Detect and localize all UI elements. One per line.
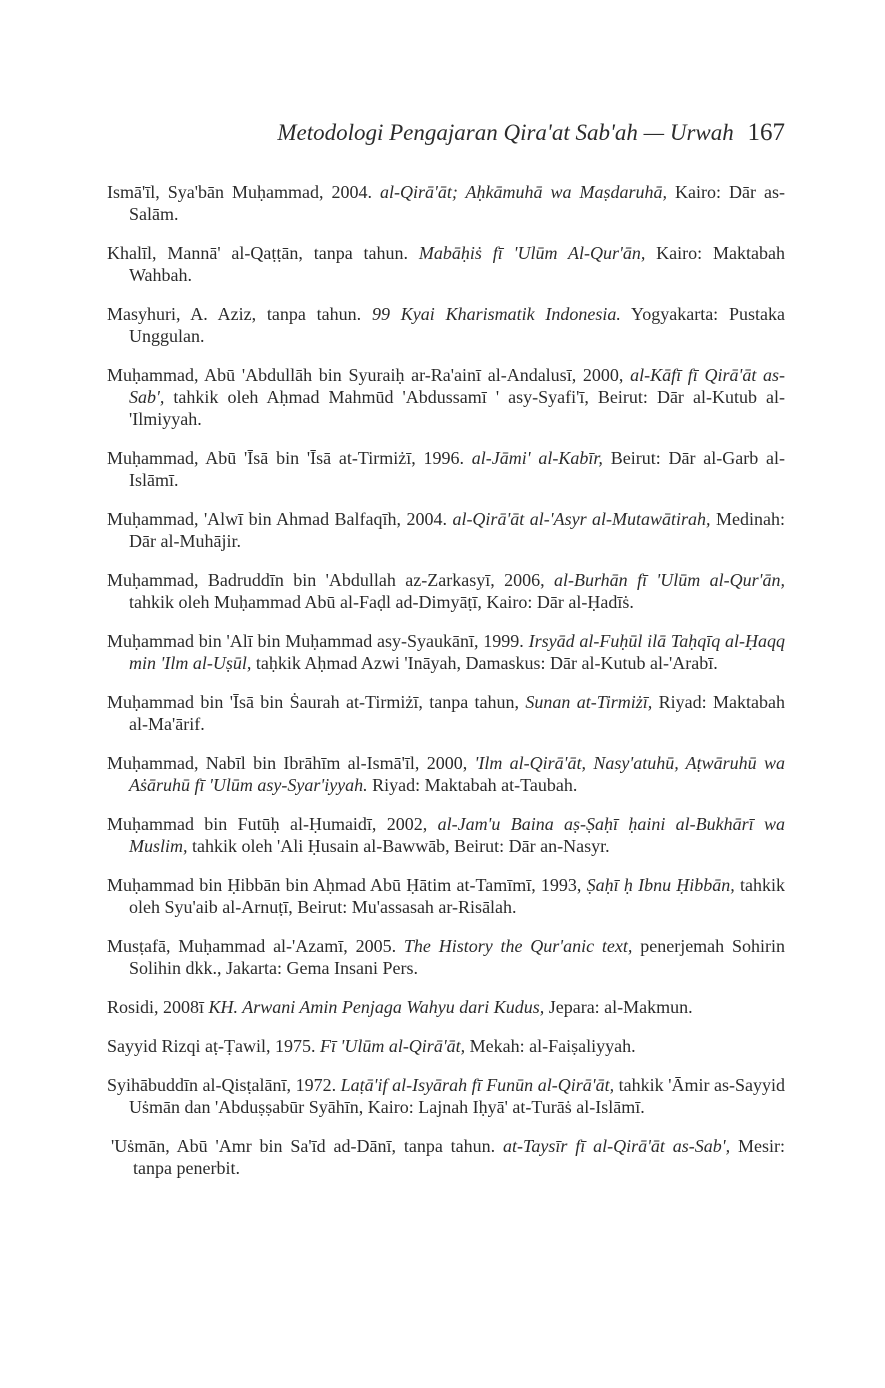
bib-entry: Muḥammad, Badruddīn bin 'Abdullah az-Zarkasyī, 2006, al-Burhān fī 'Ulūm al-Qur'ān, tahkik oleh Muḥammad Abū al-Faḍl ad-Dimyāṭī, Kairo: Dār al-Ḥadīṡ. <box>107 570 785 612</box>
bib-entry: 'Uṡmān, Abū 'Amr bin Sa'īd ad-Dānī, tanpa tahun. at-Taysīr fī al-Qirā'āt as-Sab', Mesir: tanpa penerbit. <box>111 1136 785 1178</box>
bib-entry: Muḥammad, Abū 'Īsā bin 'Īsā at-Tirmiżī, 1996. al-Jāmi' al-Kabīr, Beirut: Dār al-Garb al-Islāmī. <box>107 448 785 490</box>
bib-entry: Muḥammad bin 'Īsā bin Ṡaurah at-Tirmiżī, tanpa tahun, Sunan at-Tirmiżī, Riyad: Maktabah al-Ma'ārif. <box>107 692 785 734</box>
page-number: 167 <box>747 119 785 146</box>
bib-entry: Muḥammad, Abū 'Abdullāh bin Syuraiḥ ar-Ra'ainī al-Andalusī, 2000, al-Kāfī fī Qirā'āt as-Sab', tahkik oleh Aḥmad Mahmūd 'Abdussamī ' asy-Syafi'ī, Beirut: Dār al-Kutub al-'Ilmiyyah. <box>107 365 786 429</box>
bib-entry: Muḥammad bin Ḥibbān bin Aḥmad Abū Ḥātim at-Tamīmī, 1993, Ṣaḥī ḥ Ibnu Ḥibbān, tahkik oleh Syu'aib al-Arnuṭī, Beirut: Mu'assasah ar-Risālah. <box>107 875 786 917</box>
bib-entry: Sayyid Rizqi aṭ-Ṭawil, 1975. Fī 'Ulūm al-Qirā'āt, Mekah: al-Faiṣaliyyah. <box>107 1036 636 1056</box>
bib-entry: Muḥammad bin Futūḥ al-Ḥumaidī, 2002, al-Jam'u Baina aṣ-Ṣaḥī ḥaini al-Bukhārī wa Muslim, tahkik oleh 'Ali Ḥusain al-Bawwāb, Beirut: Dār an-Nasyr. <box>107 814 785 856</box>
bib-entry: Muḥammad, Nabīl bin Ibrāhīm al-Ismā'īl, 2000, 'Ilm al-Qirā'āt, Nasy'atuhū, Aṭwāruhū wa Aṡāruhū fī 'Ulūm asy-Syar'iyyah. Riyad: Maktabah at-Taubah. <box>107 753 785 795</box>
page-header <box>277 118 785 148</box>
bib-entry: Masyhuri, A. Aziz, tanpa tahun. 99 Kyai Kharismatik Indonesia. Yogyakarta: Pustaka Unggulan. <box>107 304 785 346</box>
running-title: Metodologi Pengajaran Qira'at Sab'ah — Urwah <box>277 120 734 145</box>
bib-entry: Muḥammad, 'Alwī bin Ahmad Balfaqīh, 2004. al-Qirā'āt al-'Asyr al-Mutawātirah, Medinah: Dār al-Muhājir. <box>107 509 785 551</box>
bib-entry: Rosidi, 2008ī KH. Arwani Amin Penjaga Wahyu dari Kudus, Jepara: al-Makmun. <box>107 997 693 1017</box>
bib-entry: Muḥammad bin 'Alī bin Muḥammad asy-Syaukānī, 1999. Irsyād al-Fuḥūl ilā Taḥqīq al-Ḥaqq min 'Ilm al-Uṣūl, taḥkik Aḥmad Azwi 'Ināyah, Damaskus: Dār al-Kutub al-'Arabī. <box>107 631 785 673</box>
bib-entry: Syihābuddīn al-Qisṭalānī, 1972. Laṭā'if al-Isyārah fī Funūn al-Qirā'āt, tahkik 'Āmir as-Sayyid Uṡmān dan 'Abduṣṣabūr Syāhīn, Kairo: Lajnah Iḥyā' at-Turāṡ al-Islāmī. <box>107 1075 785 1117</box>
bib-entry: Ismā'īl, Sya'bān Muḥammad, 2004. al-Qirā'āt; Aḥkāmuhā wa Maṣdaruhā, Kairo: Dār as-Salām. <box>107 182 786 224</box>
bib-entry: Khalīl, Mannā' al-Qaṭṭān, tanpa tahun. Mabāḥiṡ fī 'Ulūm Al-Qur'ān, Kairo: Maktabah Wahbah. <box>107 243 785 285</box>
bib-entry: Musṭafā, Muḥammad al-'Azamī, 2005. The History the Qur'anic text, penerjemah Sohirin Solihin dkk., Jakarta: Gema Insani Pers. <box>107 936 785 978</box>
bibliography-list <box>107 181 785 1196</box>
